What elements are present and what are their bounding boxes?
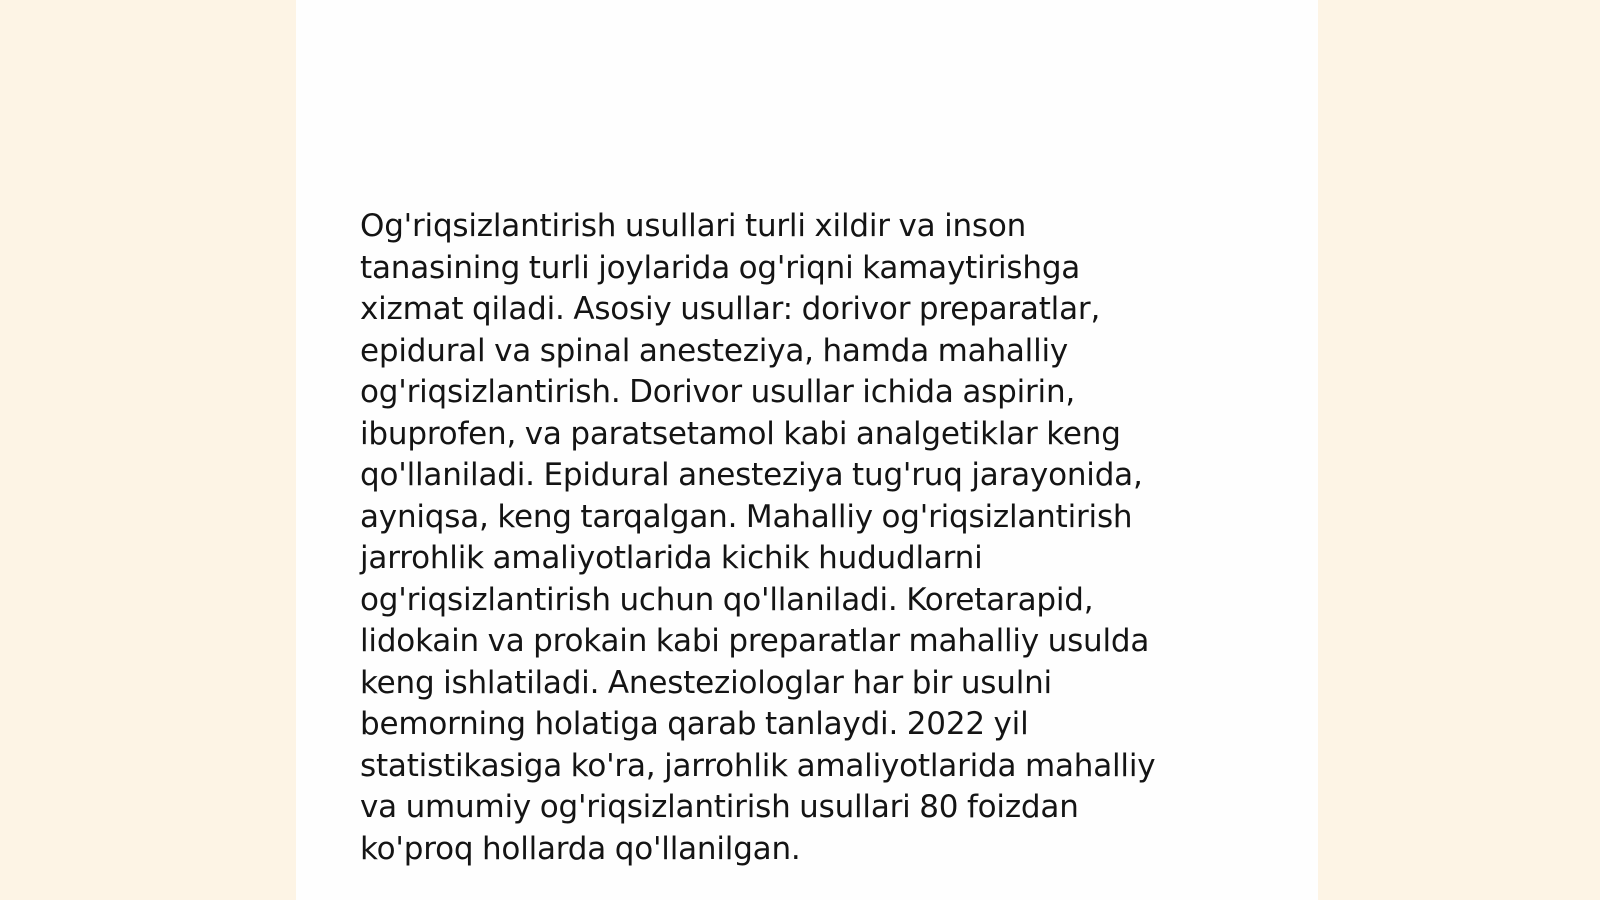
paragraph-line: ko'proq hollarda qo'llanilgan. (360, 830, 801, 867)
paragraph-line: xizmat qiladi. Asosiy usullar: dorivor preparatlar, (360, 291, 1101, 327)
paragraph-line: tanasining turli joylarida og'riqni kamaytirishga (360, 249, 1081, 286)
paragraph-line: Og'riqsizlantirish usullari turli xildir va inson (360, 208, 1027, 244)
paragraph-line: jarrohlik amaliyotlarida kichik hududlarni (360, 540, 983, 576)
paragraph-line: va umumiy og'riqsizlantirish usullari 80 foizdan (360, 789, 1079, 825)
paragraph-line: og'riqsizlantirish. Dorivor usullar ichida aspirin, (360, 374, 1076, 410)
paragraph-line: ayniqsa, keng tarqalgan. Mahalliy og'riqsizlantirish (360, 498, 1133, 535)
paragraph-line: qo'llaniladi. Epidural anesteziya tug'ruq jarayonida, (360, 457, 1143, 493)
paragraph-line: statistikasiga ko'ra, jarrohlik amaliyotlarida mahalliy (360, 747, 1156, 784)
paragraph-line: epidural va spinal anesteziya, hamda mahalliy (360, 332, 1069, 369)
paragraph-line: ibuprofen, va paratsetamol kabi analgetiklar keng (360, 415, 1121, 452)
body-paragraph (360, 206, 1220, 870)
paragraph-line: og'riqsizlantirish uchun qo'llaniladi. Koretarapid, (360, 581, 1094, 618)
paragraph-line: bemorning holatiga qarab tanlaydi. 2022 yil (360, 706, 1029, 742)
document-page (296, 0, 1318, 900)
paragraph-line: lidokain va prokain kabi preparatlar mahalliy usulda (360, 623, 1150, 659)
paragraph-line: keng ishlatiladi. Anesteziologlar har bir usulni (360, 664, 1052, 701)
